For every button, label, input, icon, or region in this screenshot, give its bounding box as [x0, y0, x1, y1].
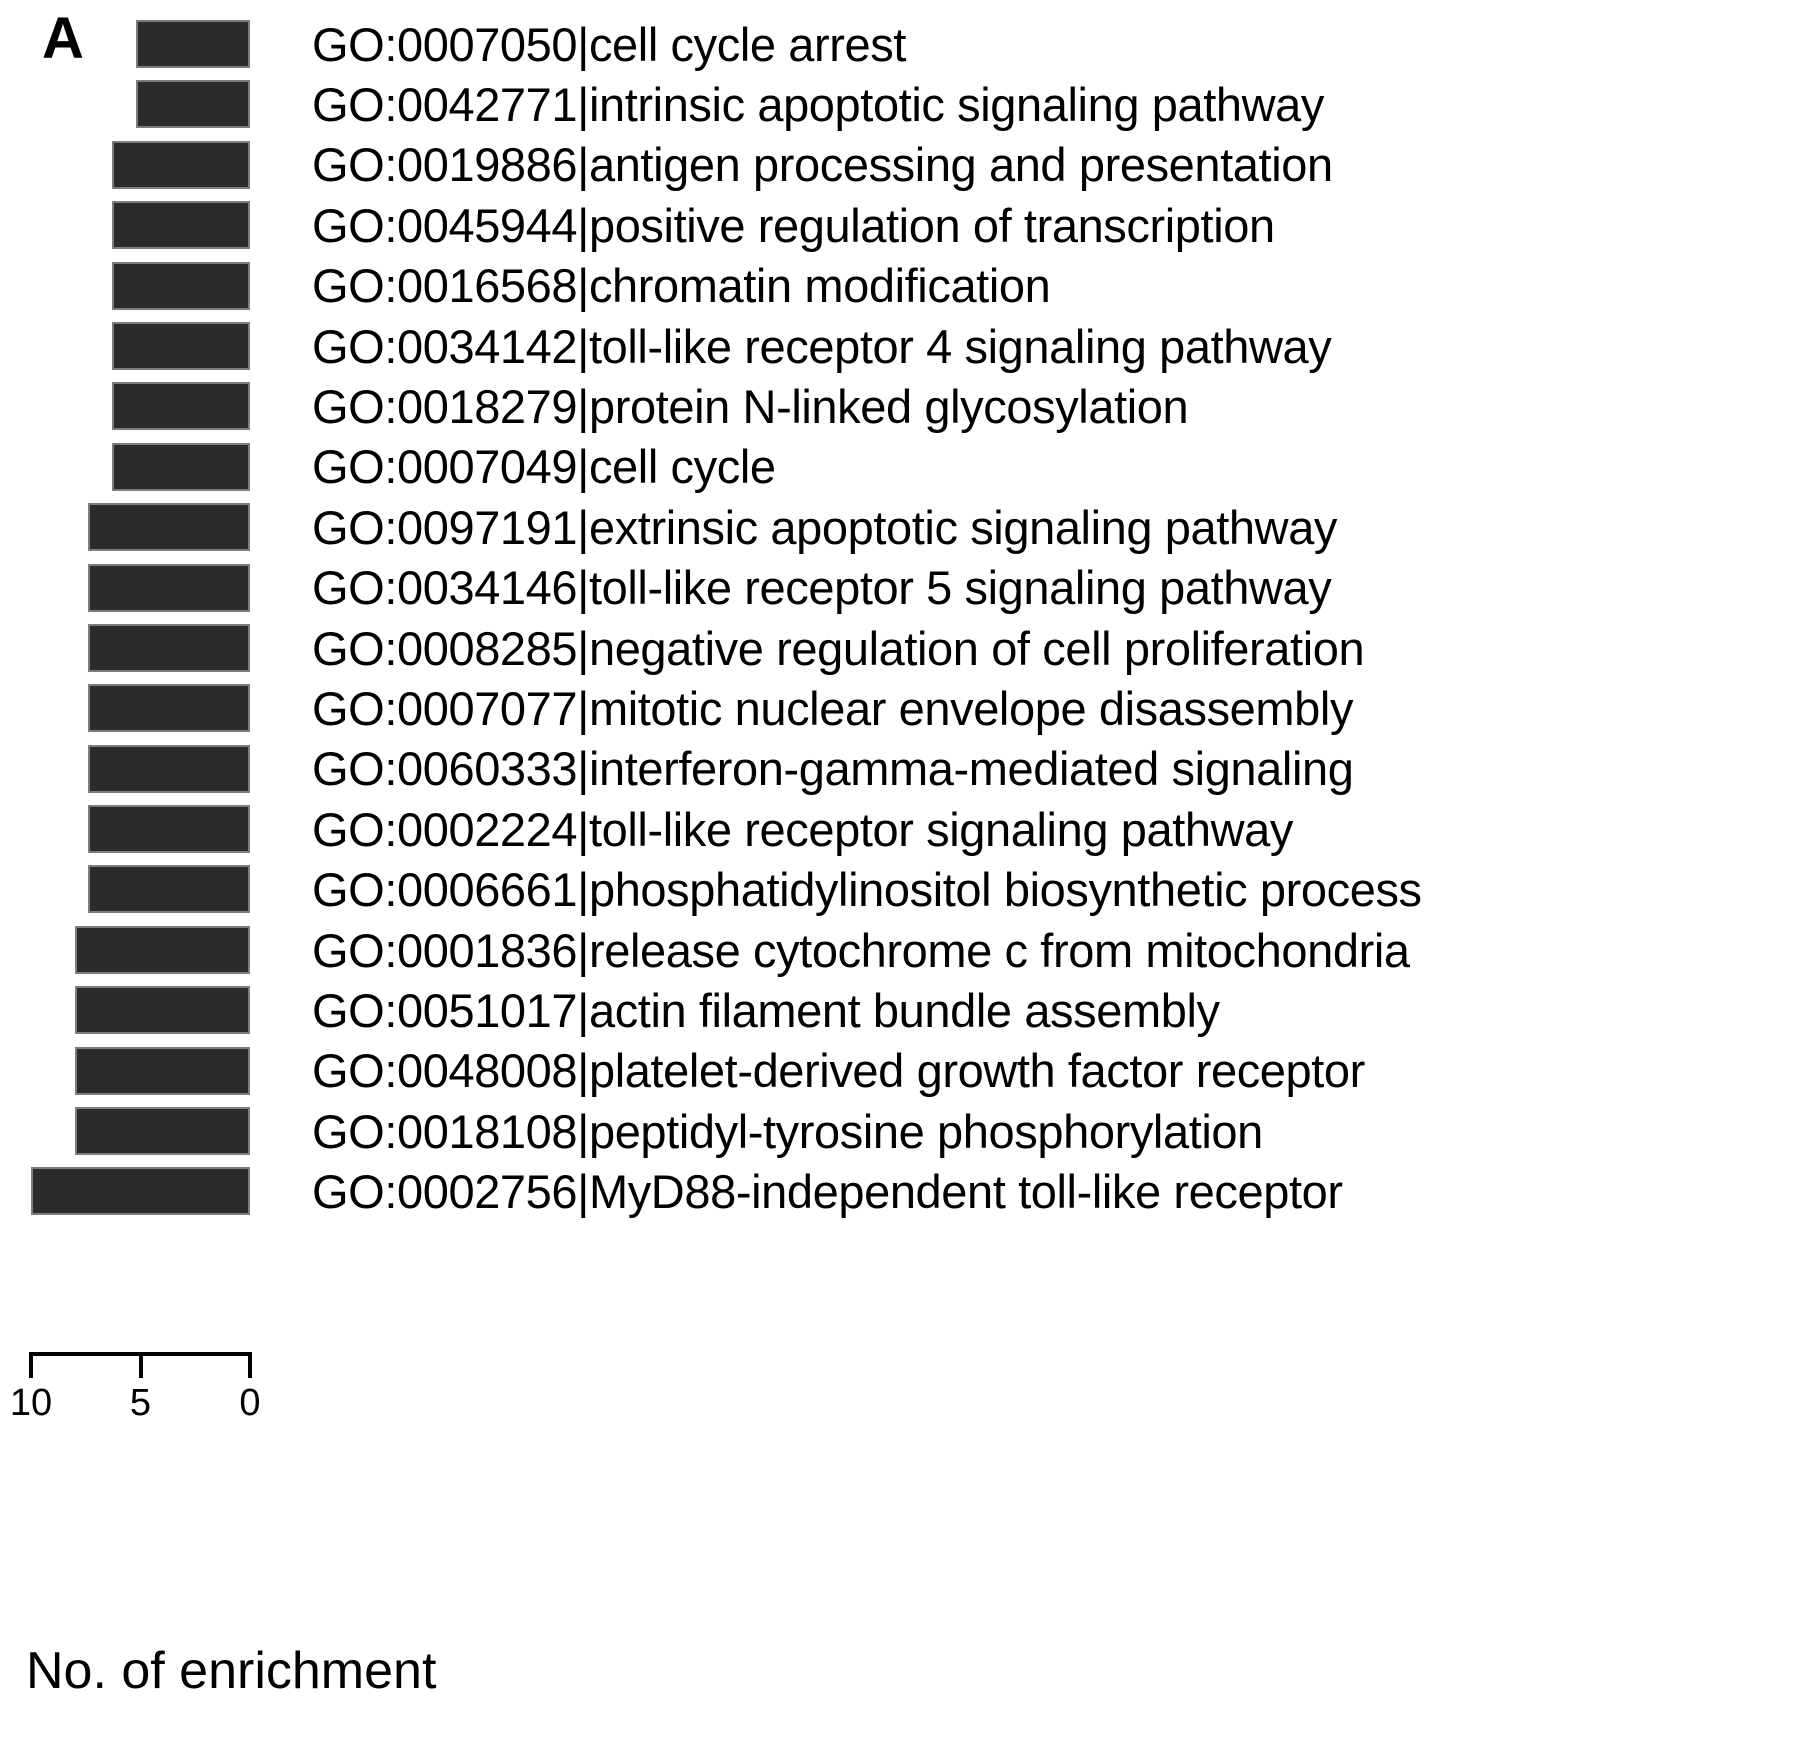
- bar[interactable]: [75, 1047, 250, 1095]
- category-label-row: [312, 799, 1782, 859]
- category-label: GO:0097191|extrinsic apoptotic signaling pathway: [312, 500, 1338, 554]
- bar[interactable]: [112, 141, 250, 189]
- panel-label: A: [42, 6, 84, 71]
- bar-row: [0, 135, 300, 195]
- category-label: GO:0019886|antigen processing and presentation: [312, 138, 1333, 192]
- category-label-row: [312, 14, 1782, 74]
- bar[interactable]: [75, 926, 250, 974]
- bar-row: [0, 980, 300, 1040]
- x-axis: [0, 1352, 300, 1422]
- category-label-row: [312, 74, 1782, 134]
- category-label: GO:0002756|MyD88-independent toll-like receptor: [312, 1165, 1343, 1219]
- category-label-row: [312, 316, 1782, 376]
- category-label: GO:0034146|toll-like receptor 5 signaling pathway: [312, 561, 1332, 615]
- bar[interactable]: [112, 443, 250, 491]
- bar[interactable]: [88, 805, 250, 853]
- category-label-row: [312, 1101, 1782, 1161]
- bar[interactable]: [136, 80, 250, 128]
- bar[interactable]: [88, 684, 250, 732]
- bar[interactable]: [88, 503, 250, 551]
- bar[interactable]: [88, 745, 250, 793]
- category-label-row: [312, 195, 1782, 255]
- bar-row: [0, 1041, 300, 1101]
- bar-row: [0, 799, 300, 859]
- bar[interactable]: [88, 624, 250, 672]
- category-label-row: [312, 437, 1782, 497]
- axis-tick: [248, 1352, 252, 1378]
- bar-row: [0, 316, 300, 376]
- category-label: GO:0008285|negative regulation of cell proliferation: [312, 621, 1365, 675]
- category-label: GO:0042771|intrinsic apoptotic signaling pathway: [312, 78, 1324, 132]
- category-label-row: [312, 618, 1782, 678]
- category-label: GO:0007050|cell cycle arrest: [312, 17, 907, 71]
- bar-row: [0, 497, 300, 557]
- bar-row: [0, 376, 300, 436]
- bar-row: [0, 195, 300, 255]
- category-label-row: [312, 376, 1782, 436]
- category-label-row: [312, 558, 1782, 618]
- bars-area: [0, 14, 300, 1344]
- bar-row: [0, 256, 300, 316]
- category-label: GO:0045944|positive regulation of transcription: [312, 198, 1275, 252]
- axis-tick-label: 5: [129, 1382, 152, 1424]
- bar-row: [0, 74, 300, 134]
- axis-tick-label: 0: [239, 1382, 261, 1424]
- bar-row: [0, 1101, 300, 1161]
- category-label-row: [312, 1161, 1782, 1221]
- category-label-row: [312, 135, 1782, 195]
- category-label: GO:0016568|chromatin modification: [312, 259, 1051, 313]
- bar[interactable]: [31, 1167, 250, 1215]
- bar[interactable]: [112, 382, 250, 430]
- bar[interactable]: [112, 201, 250, 249]
- bar-row: [0, 14, 300, 74]
- bar-row: [0, 618, 300, 678]
- category-label: GO:0018108|peptidyl-tyrosine phosphorylation: [312, 1104, 1263, 1158]
- bar-row: [0, 1161, 300, 1221]
- bar-row: [0, 437, 300, 497]
- category-label: GO:0048008|platelet-derived growth factor receptor: [312, 1044, 1365, 1098]
- category-label: GO:0034142|toll-like receptor 4 signaling pathway: [312, 319, 1332, 373]
- bar[interactable]: [88, 564, 250, 612]
- bar-row: [0, 859, 300, 919]
- category-label: GO:0002224|toll-like receptor signaling pathway: [312, 802, 1293, 856]
- bar[interactable]: [136, 20, 250, 68]
- axis-tick-label: 10: [9, 1382, 53, 1424]
- category-label-row: [312, 920, 1782, 980]
- bar-row: [0, 920, 300, 980]
- axis-tick: [139, 1352, 143, 1378]
- bar[interactable]: [88, 865, 250, 913]
- bar-row: [0, 739, 300, 799]
- bar[interactable]: [75, 986, 250, 1034]
- category-labels-area: [312, 14, 1782, 1344]
- category-label-row: [312, 678, 1782, 738]
- category-label-row: [312, 739, 1782, 799]
- bar-row: [0, 678, 300, 738]
- axis-tick: [29, 1352, 33, 1378]
- category-label: GO:0006661|phosphatidylinositol biosynthetic process: [312, 863, 1422, 917]
- bar[interactable]: [75, 1107, 250, 1155]
- category-label-row: [312, 980, 1782, 1040]
- category-label: GO:0007049|cell cycle: [312, 440, 776, 494]
- category-label-row: [312, 859, 1782, 919]
- bar-row: [0, 558, 300, 618]
- category-label: GO:0018279|protein N-linked glycosylation: [312, 380, 1189, 434]
- category-label-row: [312, 256, 1782, 316]
- bar[interactable]: [112, 262, 250, 310]
- category-label: GO:0007077|mitotic nuclear envelope disassembly: [312, 681, 1354, 735]
- category-label: GO:0001836|release cytochrome c from mitochondria: [312, 923, 1410, 977]
- category-label: GO:0051017|actin filament bundle assembly: [312, 983, 1220, 1037]
- x-axis-title: No. of enrichment: [26, 1642, 437, 1700]
- bar[interactable]: [112, 322, 250, 370]
- category-label: GO:0060333|interferon-gamma-mediated signaling: [312, 742, 1354, 796]
- category-label-row: [312, 497, 1782, 557]
- category-label-row: [312, 1041, 1782, 1101]
